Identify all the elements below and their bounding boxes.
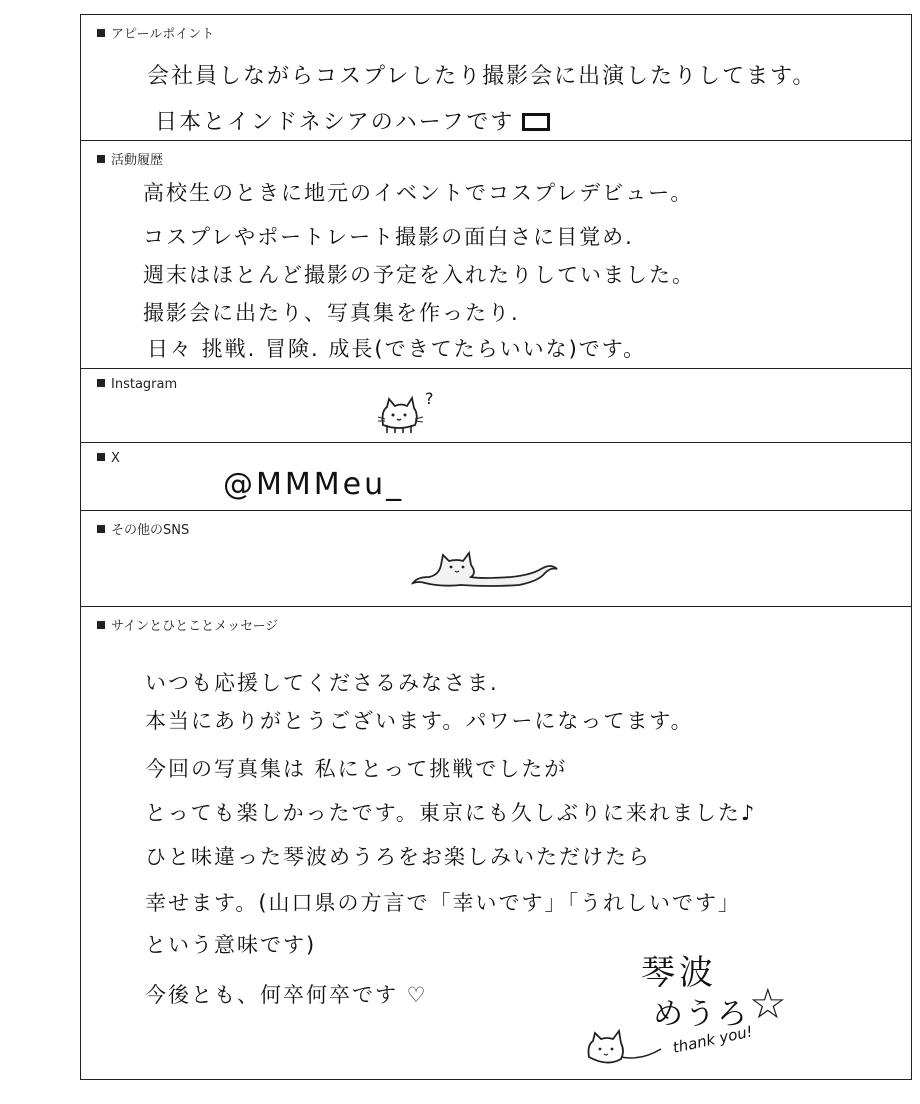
history-section [81, 141, 911, 369]
history-line-1: 高校生のときに地元のイベントでコスプレデビュー。 [143, 181, 694, 205]
message-line-7: という意味です) [145, 933, 317, 957]
profile-sheet [80, 14, 912, 1080]
other-sns-section [81, 511, 911, 607]
message-line-1: いつも応援してくださるみなさま. [145, 671, 499, 695]
history-line-4: 撮影会に出たり、写真集を作ったり. [143, 301, 520, 325]
signature-name-line-1: 琴波 [641, 953, 717, 993]
message-line-8: 今後とも、何卒何卒です ♡ [145, 983, 428, 1007]
history-line-5: 日々 挑戦. 冒険. 成長(できてたらいいな)です。 [147, 337, 647, 361]
question-mark: ? [425, 389, 436, 408]
history-line-3: 週末はほとんど撮影の予定を入れたりしていました。 [143, 263, 695, 287]
bullet-square-icon [97, 621, 105, 629]
stretching-cat-icon [411, 543, 571, 593]
history-label: 活動履歴 [97, 149, 163, 168]
appeal-line-1: 会社員しながらコスプレしたり撮影会に出演したりしてます。 [147, 64, 817, 89]
x-label: X [97, 451, 120, 466]
history-line-2: コスプレやポートレート撮影の面白さに目覚め. [143, 225, 634, 249]
signature-star: ☆ [749, 979, 787, 1028]
message-line-2: 本当にありがとうございます。パワーになってます。 [145, 709, 694, 733]
bullet-square-icon [97, 525, 105, 533]
instagram-label: Instagram [97, 377, 177, 392]
other-sns-label: その他のSNS [97, 519, 189, 538]
message-section [81, 607, 911, 1081]
appeal-section [81, 15, 911, 141]
bullet-square-icon [97, 29, 105, 37]
signature-cat-icon [581, 1027, 671, 1077]
x-handle: @MMMeu_ [223, 467, 405, 502]
message-line-6: 幸せます。(山口県の方言で「幸いです」「うれしいです」 [145, 891, 742, 915]
instagram-section [81, 369, 911, 443]
signature-name-line-2: めうろ [653, 997, 749, 1032]
bullet-square-icon [97, 379, 105, 387]
bullet-square-icon [97, 155, 105, 163]
x-section [81, 443, 911, 511]
appeal-line-2: 日本とインドネシアのハーフです [155, 105, 550, 136]
message-line-4: とっても楽しかったです。東京にも久しぶりに来れました♪ [145, 801, 757, 825]
appeal-label: アピールポイント [97, 23, 214, 42]
message-line-5: ひと味違った琴波めうろをお楽しみいただけたら [145, 845, 651, 869]
bullet-square-icon [97, 453, 105, 461]
message-label: サインとひとことメッセージ [97, 615, 278, 634]
flag-icon [522, 113, 550, 131]
signature-thanks: thank you! [671, 1022, 755, 1057]
message-line-3: 今回の写真集は 私にとって挑戦でしたが [145, 757, 568, 781]
